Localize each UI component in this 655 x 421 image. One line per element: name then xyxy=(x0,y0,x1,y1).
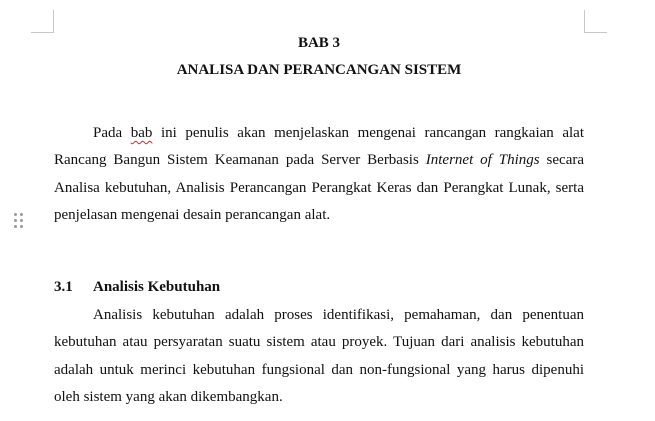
section-heading xyxy=(54,279,220,296)
drag-handle-icon[interactable] xyxy=(13,212,25,228)
intro-text-1: Pada xyxy=(93,125,131,141)
chapter-title: ANALISA DAN PERANCANGAN SISTEM xyxy=(176,62,462,78)
intro-paragraph[interactable] xyxy=(54,120,584,229)
section-paragraph[interactable]: Analisis kebutuhan adalah proses identifikasi, pemahaman, dan penentuan kebutuhan atau persyaratan suatu sistem atau proyek. Tujuan dari analisis kebutuhan adalah untuk merinci kebutuhan fungsional dan non-fungsional yang harus dipenuhi oleh sistem yang akan dikembangkan. xyxy=(54,307,584,405)
intro-text-3: secara Analisa kebutuhan, Analisis Perancangan Perangkat Keras dan Perangkat Lunak, serta penjelasan mengenai desain perancangan alat. xyxy=(54,152,585,223)
misspelled-word[interactable]: bab xyxy=(130,125,153,141)
crop-mark-top-right xyxy=(584,10,607,33)
chapter-label: BAB 3 xyxy=(297,35,341,51)
intro-text-2: ini penulis akan menjelaskan mengenai rancangan rangkaian alat Rancang Bangun Sistem Keamanan pada Server Berbasis xyxy=(54,125,584,169)
section-number: 3.1 xyxy=(54,279,73,295)
italic-term: Internet of Things xyxy=(425,152,540,169)
section-title: Analisis Kebutuhan xyxy=(93,279,221,295)
crop-mark-top-left xyxy=(31,10,54,33)
